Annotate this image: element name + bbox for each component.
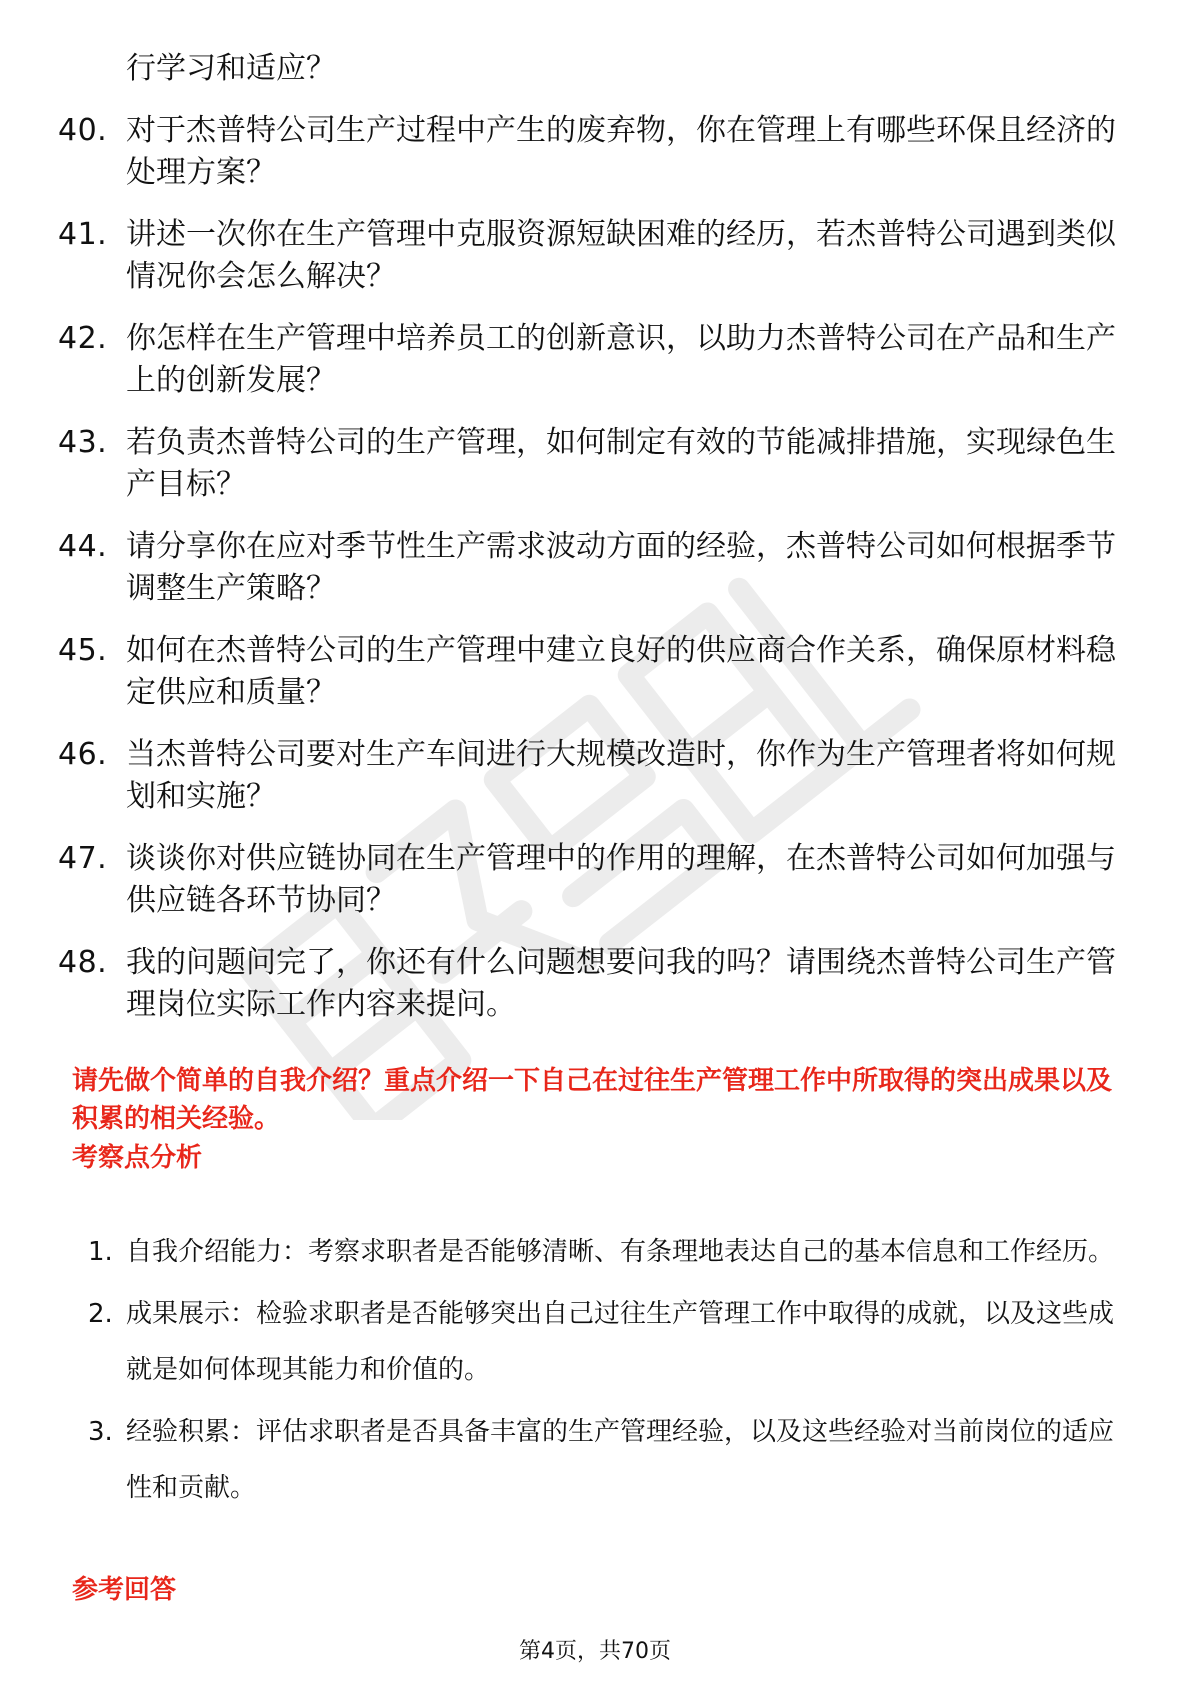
question-continuation: 行学习和适应？ [126, 51, 336, 86]
analysis-list [88, 1224, 1118, 1522]
question-text: 若负责杰普特公司的生产管理，如何制定有效的节能减排措施，实现绿色生产目标？ [126, 425, 1116, 502]
question-text: 当杰普特公司要对生产车间进行大规模改造时，你作为生产管理者将如何规划和实施？ [126, 737, 1116, 814]
list-item [58, 422, 1118, 506]
analysis-heading: 考察点分析 [72, 1143, 203, 1173]
question-text: 你怎样在生产管理中培养员工的创新意识，以助力杰普特公司在产品和生产上的创新发展？ [126, 321, 1116, 398]
analysis-number: 2. [88, 1299, 113, 1329]
question-text: 请分享你在应对季节性生产需求波动方面的经验，杰普特公司如何根据季节调整生产策略？ [126, 529, 1116, 606]
question-number: 44. [58, 529, 108, 564]
question-number: 48. [58, 945, 108, 980]
list-item [58, 734, 1118, 818]
analysis-number: 1. [88, 1237, 113, 1267]
list-item [58, 214, 1118, 298]
analysis-text: 自我介绍能力：考察求职者是否能够清晰、有条理地表达自己的基本信息和工作经历。 [126, 1237, 1115, 1267]
list-item [88, 1404, 1118, 1516]
question-number: 45. [58, 633, 108, 668]
list-item [58, 110, 1118, 194]
reference-answer-heading: 参考回答 [72, 1575, 177, 1605]
analysis-number: 3. [88, 1417, 113, 1447]
question-number: 41. [58, 217, 108, 252]
question-text: 讲述一次你在生产管理中克服资源短缺困难的经历，若杰普特公司遇到类似情况你会怎么解决？ [126, 217, 1116, 294]
question-text: 谈谈你对供应链协同在生产管理中的作用的理解，在杰普特公司如何加强与供应链各环节协同？ [126, 841, 1116, 918]
question-text: 我的问题问完了，你还有什么问题想要问我的吗？请围绕杰普特公司生产管理岗位实际工作内容来提问。 [126, 945, 1116, 1022]
question-number: 46. [58, 737, 108, 772]
featured-question: 请先做个简单的自我介绍？重点介绍一下自己在过往生产管理工作中所取得的突出成果以及积累的相关经验。 [72, 1066, 1113, 1134]
list-item [58, 526, 1118, 610]
question-number: 47. [58, 841, 108, 876]
question-text: 如何在杰普特公司的生产管理中建立良好的供应商合作关系，确保原材料稳定供应和质量？ [126, 633, 1116, 710]
page-footer: 第4页，共70页 [519, 1639, 671, 1664]
question-number: 43. [58, 425, 108, 460]
question-number: 42. [58, 321, 108, 356]
analysis-text: 经验积累：评估求职者是否具备丰富的生产管理经验，以及这些经验对当前岗位的适应性和贡献。 [126, 1417, 1115, 1503]
analysis-text: 成果展示：检验求职者是否能够突出自己过往生产管理工作中取得的成就，以及这些成就是如何体现其能力和价值的。 [126, 1299, 1115, 1385]
list-item [88, 1224, 1118, 1280]
list-item [88, 1286, 1118, 1398]
list-item [58, 318, 1118, 402]
list-item [58, 838, 1118, 922]
question-list [58, 48, 1118, 1046]
question-number: 40. [58, 113, 108, 148]
list-item [58, 942, 1118, 1026]
question-text: 对于杰普特公司生产过程中产生的废弃物，你在管理上有哪些环保且经济的处理方案？ [126, 113, 1116, 190]
list-item [58, 630, 1118, 714]
